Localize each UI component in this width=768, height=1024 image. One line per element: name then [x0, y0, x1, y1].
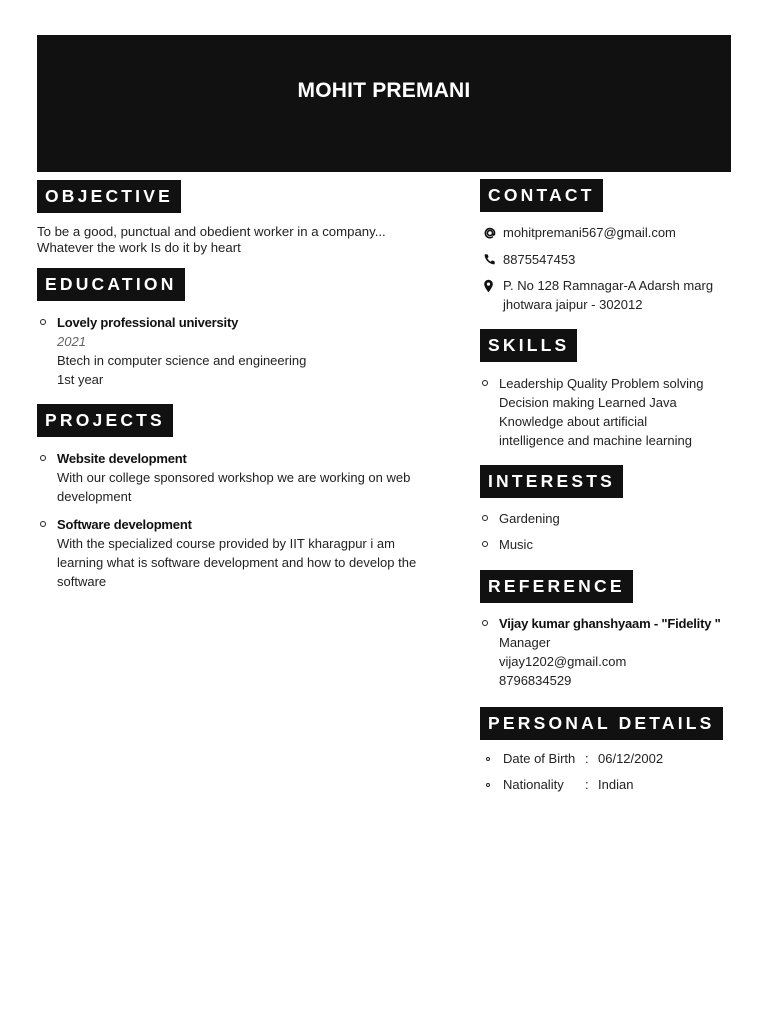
contact-address-row [483, 276, 713, 314]
contact-email: mohitpremani567@gmail.com [503, 225, 676, 240]
reference-list [480, 614, 750, 690]
detail-label: Date of Birth [503, 751, 576, 766]
interests-title: INTERESTS [480, 465, 623, 498]
personal-detail-row [483, 775, 633, 794]
detail-separator: : [585, 751, 589, 766]
skills-line: Knowledge about artificial [499, 414, 648, 429]
projects-title: PROJECTS [37, 404, 173, 437]
skills-title: SKILLS [480, 329, 577, 362]
projects-list [38, 449, 448, 591]
objective-line: Whatever the work Is do it by heart [37, 240, 241, 255]
school-name: Lovely professional university [57, 315, 239, 330]
project-name: Website development [57, 451, 187, 466]
objective-line: To be a good, punctual and obedient worker in a company... [37, 224, 386, 239]
address-line: jhotwara jaipur - 302012 [503, 297, 643, 312]
location-pin-icon [483, 276, 503, 295]
education-degree: Btech in computer science and engineering [57, 353, 307, 368]
education-list [38, 313, 438, 389]
skills-line: Decision making Learned Java [499, 395, 677, 410]
resume-header [37, 35, 731, 172]
reference-role: Manager [499, 635, 551, 650]
detail-value: Indian [598, 777, 634, 792]
contact-phone-row [483, 250, 575, 269]
skills-list [480, 374, 740, 450]
project-item [38, 515, 448, 591]
reference-phone: 8796834529 [499, 673, 572, 688]
skills-line: intelligence and machine learning [499, 433, 692, 448]
education-detail: 1st year [57, 372, 104, 387]
project-item [38, 449, 448, 506]
contact-email-row [483, 223, 676, 242]
phone-icon [483, 250, 503, 269]
reference-name: Vijay kumar ghanshyaam - "Fidelity " [499, 616, 721, 631]
project-desc-line: With the specialized course provided by IIT kharagpur i am [57, 536, 395, 551]
objective-title: OBJECTIVE [37, 180, 181, 213]
detail-separator: : [585, 777, 589, 792]
at-sign-icon [483, 223, 503, 242]
bullet [486, 783, 490, 787]
project-desc-line: With our college sponsored workshop we are working on web [57, 470, 411, 485]
personal-detail-row [483, 749, 663, 768]
project-desc-line: learning what is software development and how to develop the [57, 555, 417, 570]
education-item [38, 313, 438, 389]
address-line: P. No 128 Ramnagar-A Adarsh marg [503, 278, 714, 293]
contact-title: CONTACT [480, 179, 603, 212]
reference-title: REFERENCE [480, 570, 633, 603]
candidate-name: MOHIT PREMANI [297, 79, 471, 102]
project-desc-line: development [57, 489, 132, 504]
skills-item [480, 374, 740, 450]
personal-details-title: PERSONAL DETAILS [480, 707, 723, 740]
detail-label: Nationality [503, 777, 564, 792]
bullet [486, 757, 490, 761]
project-desc-line: software [57, 574, 107, 589]
detail-value: 06/12/2002 [598, 751, 664, 766]
interests-list [480, 509, 740, 554]
skills-line: Leadership Quality Problem solving [499, 376, 704, 391]
interest-item: Gardening [480, 509, 740, 528]
project-name: Software development [57, 517, 192, 532]
reference-email: vijay1202@gmail.com [499, 654, 627, 669]
contact-address [503, 276, 713, 314]
education-title: EDUCATION [37, 268, 185, 301]
objective-text [37, 224, 457, 256]
education-year: 2021 [57, 334, 86, 349]
interest-item: Music [480, 535, 740, 554]
contact-phone: 8875547453 [503, 252, 576, 267]
reference-item [480, 614, 750, 690]
